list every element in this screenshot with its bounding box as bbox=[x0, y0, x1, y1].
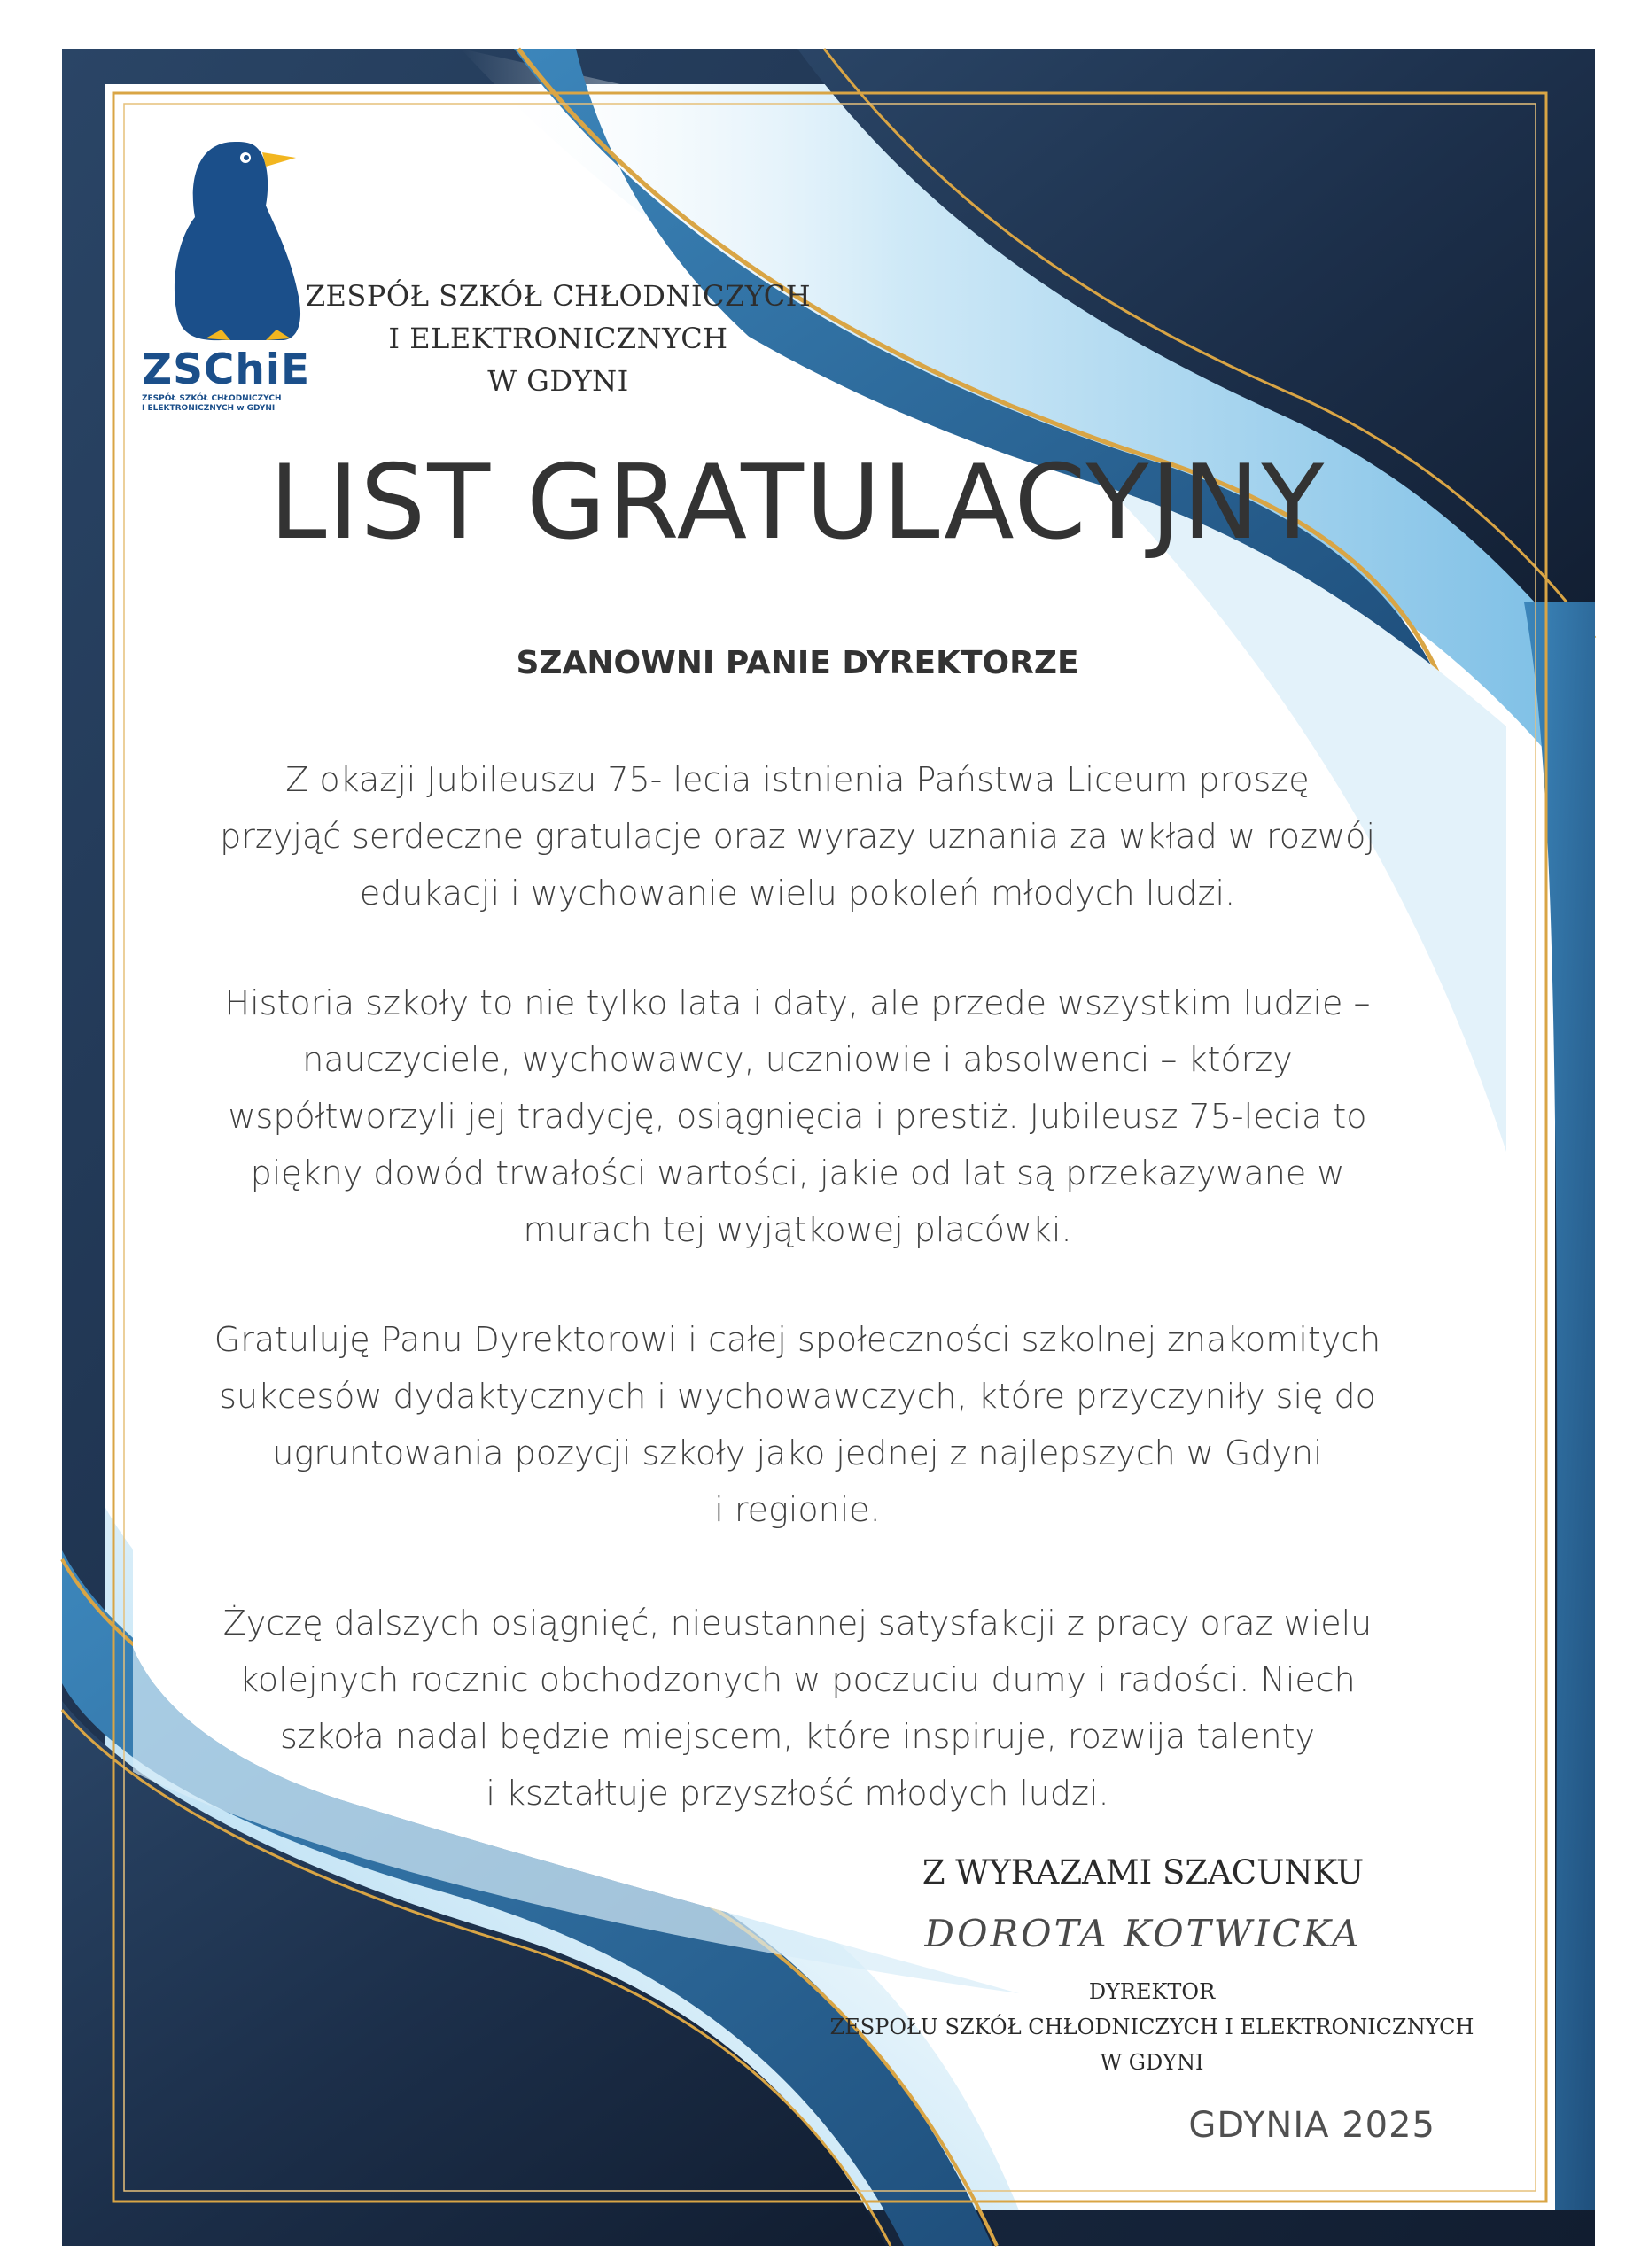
paragraph-line: szkoła nadal będzie miejscem, które inspiruje, rozwija talenty bbox=[279, 1717, 1316, 1756]
paragraph-line: ugruntowania pozycji szkoły jako jednej z najlepszych w Gdyni bbox=[272, 1433, 1323, 1472]
paragraph bbox=[133, 751, 1462, 921]
paragraph bbox=[133, 1311, 1462, 1538]
school-name bbox=[301, 275, 815, 402]
paragraph-line: i kształtuje przyszłość młodych ludzi. bbox=[486, 1774, 1109, 1813]
place-date: GDYNIA 2025 bbox=[1188, 2105, 1435, 2146]
signatory-role bbox=[797, 1974, 1506, 2080]
paragraph-line: edukacji i wychowanie wielu pokoleń młodych ludzi. bbox=[359, 874, 1236, 913]
right-blue-wave bbox=[1524, 602, 1595, 2210]
paragraph-line: Z okazji Jubileuszu 75- lecia istnienia Państwa Liceum proszę bbox=[285, 760, 1310, 799]
school-name-line: W GDYNI bbox=[487, 364, 629, 398]
role-line: ZESPOŁU SZKÓŁ CHŁODNICZYCH I ELEKTRONICZNYCH bbox=[829, 2015, 1474, 2039]
paragraph-line: Życzę dalszych osiągnięć, nieustannej satysfakcji z pracy oraz wielu bbox=[222, 1604, 1373, 1643]
signature: DOROTA KOTWICKA bbox=[924, 1912, 1362, 1955]
paragraph-line: Historia szkoły to nie tylko lata i daty, ale przede wszystkim ludzie – bbox=[224, 983, 1371, 1022]
paragraph bbox=[133, 1595, 1462, 1821]
paragraph-line: i regionie. bbox=[714, 1490, 881, 1529]
role-line: DYREKTOR bbox=[1088, 1979, 1216, 2004]
logo-subtitle-line: ZESPÓŁ SZKÓŁ CHŁODNICZYCH bbox=[142, 394, 282, 403]
logo-subtitle-line: I ELEKTRONICZNYCH w GDYNI bbox=[142, 404, 276, 413]
paragraph-line: Gratuluję Panu Dyrektorowi i całej społeczności szkolnej znakomitych bbox=[214, 1320, 1381, 1359]
salutation: SZANOWNI PANIE DYREKTORZE bbox=[516, 645, 1079, 681]
paragraph-line: kolejnych rocznic obchodzonych w poczuciu dumy i radości. Niech bbox=[239, 1660, 1356, 1699]
school-name-line: I ELEKTRONICZNYCH bbox=[388, 322, 728, 355]
closing: Z WYRAZAMI SZACUNKU bbox=[922, 1853, 1365, 1891]
document-title: LIST GRATULACYJNY bbox=[268, 443, 1326, 563]
paragraph-line: piękny dowód trwałości wartości, jakie od lat są przekazywane w bbox=[250, 1153, 1345, 1192]
paragraph-line: przyjąć serdeczne gratulacje oraz wyrazy uznania za wkład w rozwój bbox=[220, 817, 1375, 856]
paragraph-line: murach tej wyjątkowej placówki. bbox=[523, 1210, 1072, 1249]
school-name-line: ZESPÓŁ SZKÓŁ CHŁODNICZYCH bbox=[305, 279, 812, 313]
paragraph bbox=[133, 975, 1462, 1258]
paragraph-line: współtworzyli jej tradycję, osiągnięcia i prestiż. Jubileusz 75-lecia to bbox=[228, 1097, 1367, 1136]
paragraph-line: sukcesów dydaktycznych i wychowawczych, które przyczyniły się do bbox=[219, 1377, 1376, 1416]
paragraph-line: nauczyciele, wychowawcy, uczniowie i absolwenci – którzy bbox=[302, 1040, 1293, 1079]
role-line: W GDYNI bbox=[1100, 2050, 1204, 2075]
logo-abbreviation: ZSChiE bbox=[142, 346, 311, 394]
